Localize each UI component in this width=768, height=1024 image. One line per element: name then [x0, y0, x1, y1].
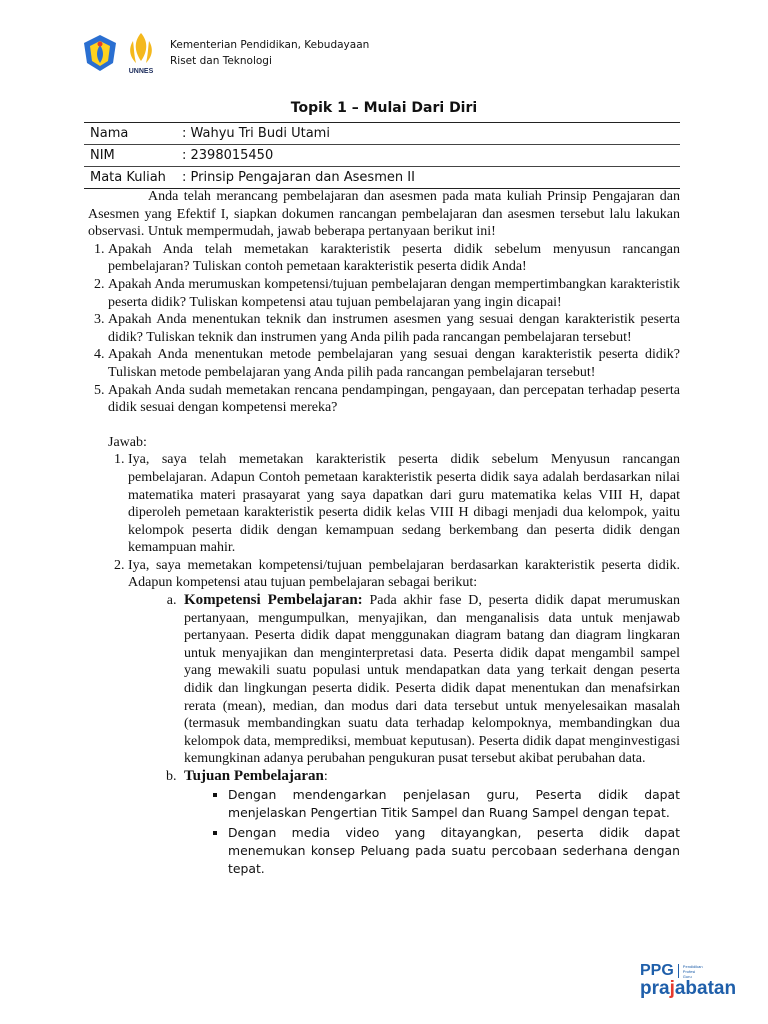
answer-list — [88, 451, 680, 877]
info-label: NIM — [90, 148, 115, 163]
page-title: Topik 1 – Mulai Dari Diri — [290, 100, 478, 116]
kompetensi-text: Pada akhir fase D, peserta didik dapat merumuskan pertanyaan, mengumpulkan, menyajikan, dan menganalisis data untuk menjawab pertanyaan. Peserta didik dapat menggunakan diagram batang dan diagram lingkaran untuk menyajikan dan menginterpretasi data. Peserta didik dapat mengambil sampel yang mewakili suatu populasi untuk mendapatkan data yang terkait dengan peserta didik dan lingkungan peserta didik. Peserta didik dapat menentukan dan menafsirkan rerata (mean), median, dan modus dari data tersebut untuk menyelesaikan masalah (termasuk membandingkan suatu data terhadap kelompoknya, membandingkan dua kelompok data, memprediksi, membuat keputusan). Peserta didik dapat menginvestigasi kemungkinan adanya perubahan pengukuran pusat tersebut akibat perubahan data. — [184, 593, 681, 767]
info-row-nim — [84, 145, 680, 167]
tujuan-bullet: ▪ Dengan media video yang ditayangkan, peserta didik dapat menemukan konsep Peluang pada suatu percobaan sederhana dengan tepat. — [228, 824, 680, 878]
ministry-line-2: Riset dan Teknologi — [170, 55, 272, 67]
info-row-course — [84, 167, 680, 188]
info-value: : 2398015450 — [182, 148, 274, 163]
question-item: 3. Apakah Anda menentukan teknik dan instrumen asesmen yang sesuai dengan karakteristik peserta didik? Tuliskan teknik dan instrumen yang Anda pilih pada rancangan pembelajaran tersebut! — [108, 311, 680, 346]
ppg-subtitle-line: Pendidikan — [682, 963, 703, 969]
intro-paragraph: Anda telah merancang pembelajaran dan asesmen pada mata kuliah Prinsip Pengajaran dan Asesmen yang Efektif I, siapkan dokumen rancangan pembelajaran dan asesmen tersebut lalu lakukan observasi. Untuk mempermudah, jawab beberapa pertanyaan berikut ini! — [88, 189, 680, 240]
tujuan-bullet: ▪ Dengan mendengarkan penjelasan guru, Peserta didik dapat menjelaskan Pengertian Titik Sampel dan Ruang Sampel dengan tepat. — [228, 786, 680, 822]
kompetensi-item — [180, 592, 680, 768]
question-item: 5. Apakah Anda sudah memetakan rencana pendampingan, pengayaan, dan percepatan terhadap peserta didik sesuai dengan kompetensi mereka? — [108, 382, 680, 417]
answer-item — [128, 557, 680, 878]
document-body — [88, 188, 680, 880]
question-item: 4. Apakah Anda menentukan metode pembelajaran yang sesuai dengan karakteristik peserta didik? Tuliskan metode pembelajaran yang Anda pilih pada rancangan pembelajaran tersebut! — [108, 346, 680, 381]
brand-accent: j — [669, 978, 675, 999]
question-item: 2. Apakah Anda merumuskan kompetensi/tujuan pembelajaran dengan mempertimbangkan karakteristik peserta didik? Tuliskan kompetensi atau tujuan pembelajaran yang ingin dicapai! — [108, 276, 680, 311]
answer-label: Jawab: — [108, 434, 147, 450]
info-label: Mata Kuliah — [90, 170, 166, 185]
brand-part: abatan — [674, 978, 737, 999]
unnes-label: UNNES — [128, 68, 154, 75]
ministry-line-1: Kementerian Pendidikan, Kebudayaan — [170, 39, 370, 51]
answer-text: Iya, saya memetakan kompetensi/tujuan pembelajaran berdasarkan karakteristik peserta didik. Adapun kompetensi atau tujuan pembelajaran sebagai berikut: — [128, 557, 680, 591]
tujuan-heading: Tujuan Pembelajaran — [184, 768, 324, 784]
tujuan-bullet-list — [184, 786, 680, 878]
student-info-table — [84, 122, 680, 189]
unnes-logo-icon — [124, 31, 158, 75]
brand-part: pra — [640, 978, 670, 999]
question-item: 1. Apakah Anda telah memetakan karakteristik peserta didik sebelum menyusun rancangan pembelajaran? Tuliskan contoh pemetaan karakteristik peserta didik Anda! — [108, 241, 680, 276]
answer-item — [128, 451, 680, 557]
info-value: : Wahyu Tri Budi Utami — [182, 126, 330, 141]
letterhead — [82, 30, 369, 76]
info-row-name — [84, 123, 680, 145]
tujuan-item — [180, 768, 680, 878]
ppg-label: PPG — [640, 962, 674, 979]
prajabatan-wordmark — [640, 978, 736, 1000]
ministry-name — [170, 37, 369, 69]
info-value: : Prinsip Pengajaran dan Asesmen II — [182, 170, 415, 185]
answer-text: Iya, saya telah memetakan karakteristik peserta didik sebelum Menyusun rancangan pembelajaran. Adapun Contoh pemetaan karakteristik peserta didik saya adalah berdasarkan nilai matematika materi prasayarat yang saya dapatkan dari guru matematika kelas VIII H, dapat diperoleh pemetaan karakteristik peserta didik kelas VIII H dibagi menjadi dua kelompok, yaitu kelompok peserta didik dengan kemampuan sedang berkembang dan peserta didik dengan kemampuan mahir. — [128, 452, 680, 556]
question-list — [88, 241, 680, 417]
ppg-subtitle-line: Guru — [682, 973, 692, 979]
ppg-subtitle-line: Profesi — [682, 968, 696, 974]
answer-sublist — [128, 592, 680, 878]
info-label: Nama — [90, 126, 129, 141]
kemdikbud-logo-icon — [82, 33, 118, 73]
ppg-subtitle — [683, 964, 703, 979]
tujuan-colon: : — [323, 769, 328, 784]
kompetensi-heading: Kompetensi Pembelajaran: — [184, 592, 363, 609]
ppg-prajabatan-logo — [640, 962, 736, 1000]
